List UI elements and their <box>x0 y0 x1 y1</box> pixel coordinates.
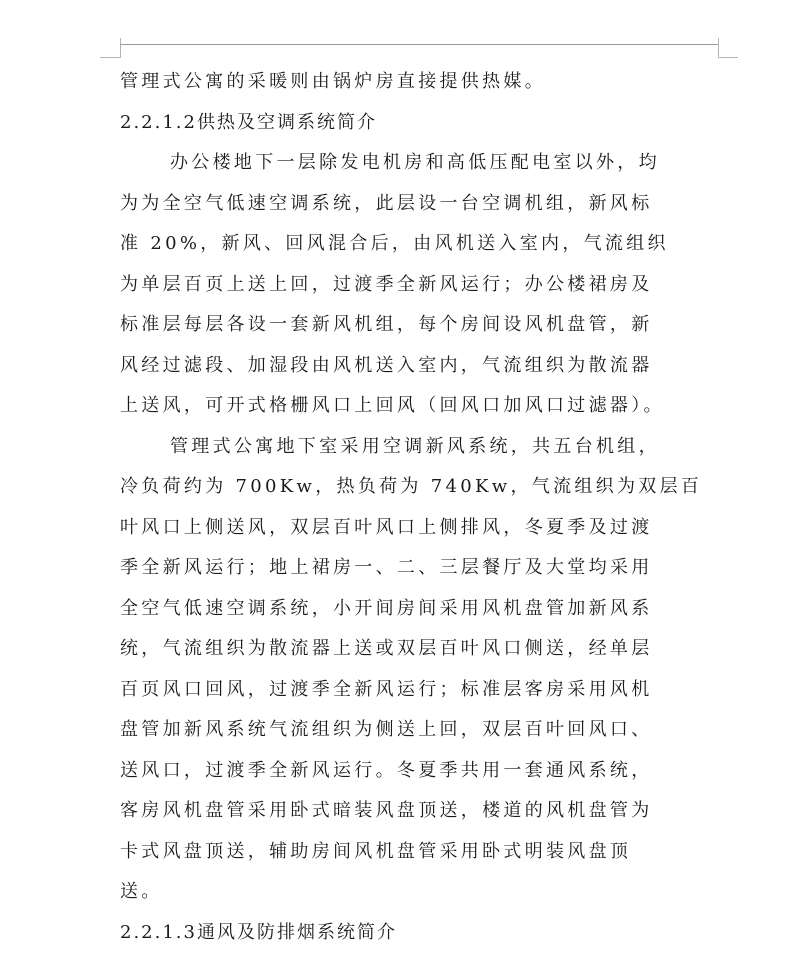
text-line: 冷负荷约为 700Kw，热负荷为 740Kw，气流组织为双层百 <box>120 467 720 508</box>
text-line: 客房风机盘管采用卧式暗装风盘顶送，楼道的风机盘管为 <box>120 791 720 832</box>
text-line: 全空气低速空调系统，小开间房间采用风机盘管加新风系 <box>120 589 720 630</box>
text-line: 风经过滤段、加湿段由风机送入室内，气流组织为散流器 <box>120 346 720 387</box>
header-rule <box>120 44 718 45</box>
margin-mark-left-horizontal <box>100 57 120 58</box>
text-line: 盘管加新风系统气流组织为侧送上回，双层百叶回风口、 <box>120 710 720 751</box>
text-line: 卡式风盘顶送，辅助房间风机盘管采用卧式明装风盘顶 <box>120 832 720 873</box>
document-body <box>120 62 720 953</box>
text-line: 送。 <box>120 872 720 913</box>
text-line: 统，气流组织为散流器上送或双层百叶风口侧送，经单层 <box>120 629 720 670</box>
margin-mark-right-vertical <box>718 38 719 58</box>
text-line: 办公楼地下一层除发电机房和高低压配电室以外，均 <box>120 143 720 184</box>
text-line: 上送风，可开式格栅风口上回风（回风口加风口过滤器）。 <box>120 386 720 427</box>
text-line: 管理式公寓的采暖则由锅炉房直接提供热媒。 <box>120 62 720 103</box>
text-line: 叶风口上侧送风，双层百叶风口上侧排风，冬夏季及过渡 <box>120 508 720 549</box>
text-line: 准 20%，新风、回风混合后，由风机送入室内，气流组织 <box>120 224 720 265</box>
section-heading: 2.2.1.2供热及空调系统简介 <box>120 103 720 144</box>
margin-mark-left-vertical <box>120 38 121 58</box>
section-heading: 2.2.1.3通风及防排烟系统简介 <box>120 913 720 953</box>
margin-mark-right-horizontal <box>718 57 738 58</box>
text-line: 为为全空气低速空调系统，此层设一台空调机组，新风标 <box>120 184 720 225</box>
text-line: 标准层每层各设一套新风机组，每个房间设风机盘管，新 <box>120 305 720 346</box>
text-line: 为单层百页上送上回，过渡季全新风运行；办公楼裙房及 <box>120 265 720 306</box>
text-line: 管理式公寓地下室采用空调新风系统，共五台机组， <box>120 427 720 468</box>
text-line: 百页风口回风，过渡季全新风运行；标准层客房采用风机 <box>120 670 720 711</box>
text-line: 季全新风运行；地上裙房一、二、三层餐厅及大堂均采用 <box>120 548 720 589</box>
text-line: 送风口，过渡季全新风运行。冬夏季共用一套通风系统， <box>120 751 720 792</box>
